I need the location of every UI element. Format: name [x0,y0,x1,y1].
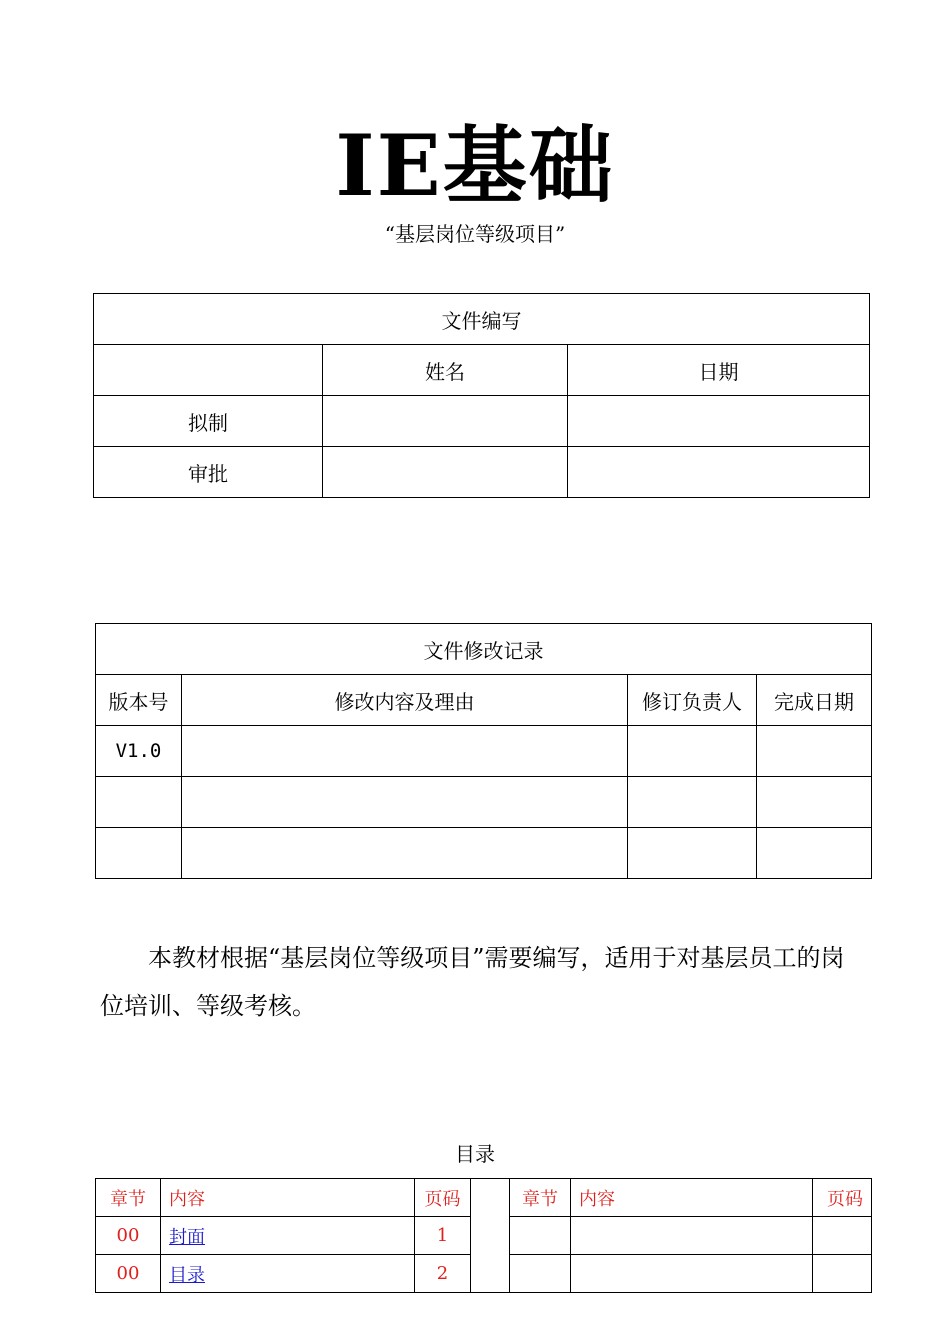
version-cell: V1.0 [96,726,182,777]
toc-page-header-right: 页码 [813,1179,872,1217]
toc-empty-cell [510,1217,571,1255]
toc-page-cell: 2 [415,1255,471,1293]
content-cell [182,726,628,777]
toc-title: 目录 [455,1142,495,1166]
toc-page-cell: 1 [415,1217,471,1255]
finish-date-cell [757,828,872,879]
document-writing-table [93,293,870,498]
revision-record-table [95,623,872,879]
col-version-header: 版本号 [96,675,182,726]
toc-column-gap [471,1179,510,1293]
intro-paragraph: 本教材根据“基层岗位等级项目”需要编写，适用于对基层员工的岗位培训、等级考核。 [100,944,845,1020]
col-name-header: 姓名 [323,345,568,396]
col-content-header: 修改内容及理由 [182,675,628,726]
toc-chapter-cell: 00 [96,1217,161,1255]
toc-empty-cell [571,1255,813,1293]
reviser-cell [628,828,757,879]
row-draft-label: 拟制 [94,396,323,447]
content-cell [182,828,628,879]
reviser-cell [628,726,757,777]
toc-content-header: 内容 [161,1179,415,1217]
toc-page-header: 页码 [415,1179,471,1217]
table-row [96,726,872,777]
draft-date-cell [568,396,870,447]
finish-date-cell [757,777,872,828]
approve-date-cell [568,447,870,498]
writing-table-header: 文件编写 [94,294,870,345]
toc-chapter-header-right: 章节 [510,1179,571,1217]
version-cell [96,777,182,828]
toc-empty-cell [510,1255,571,1293]
table-row [96,828,872,879]
col-reviser-header: 修订负责人 [628,675,757,726]
toc-empty-cell [571,1217,813,1255]
writing-table-corner-cell [94,345,323,396]
reviser-cell [628,777,757,828]
table-of-contents [95,1178,872,1293]
content-cell [182,777,628,828]
toc-content-header-right: 内容 [571,1179,813,1217]
col-date-header: 日期 [568,345,870,396]
version-cell [96,828,182,879]
draft-name-cell [323,396,568,447]
toc-content-cell [161,1255,415,1293]
approve-name-cell [323,447,568,498]
toc-link-cover[interactable]: 封面 [169,1226,205,1248]
toc-empty-cell [813,1217,872,1255]
toc-chapter-cell: 00 [96,1255,161,1293]
revision-table-header: 文件修改记录 [96,624,872,675]
toc-link-contents[interactable]: 目录 [169,1264,205,1286]
finish-date-cell [757,726,872,777]
toc-empty-cell [813,1255,872,1293]
document-subtitle: “基层岗位等级项目” [384,222,566,246]
row-approve-label: 审批 [94,447,323,498]
col-finish-date-header: 完成日期 [757,675,872,726]
toc-content-cell [161,1217,415,1255]
document-title: IE基础 [335,116,615,215]
table-row [96,777,872,828]
toc-chapter-header: 章节 [96,1179,161,1217]
